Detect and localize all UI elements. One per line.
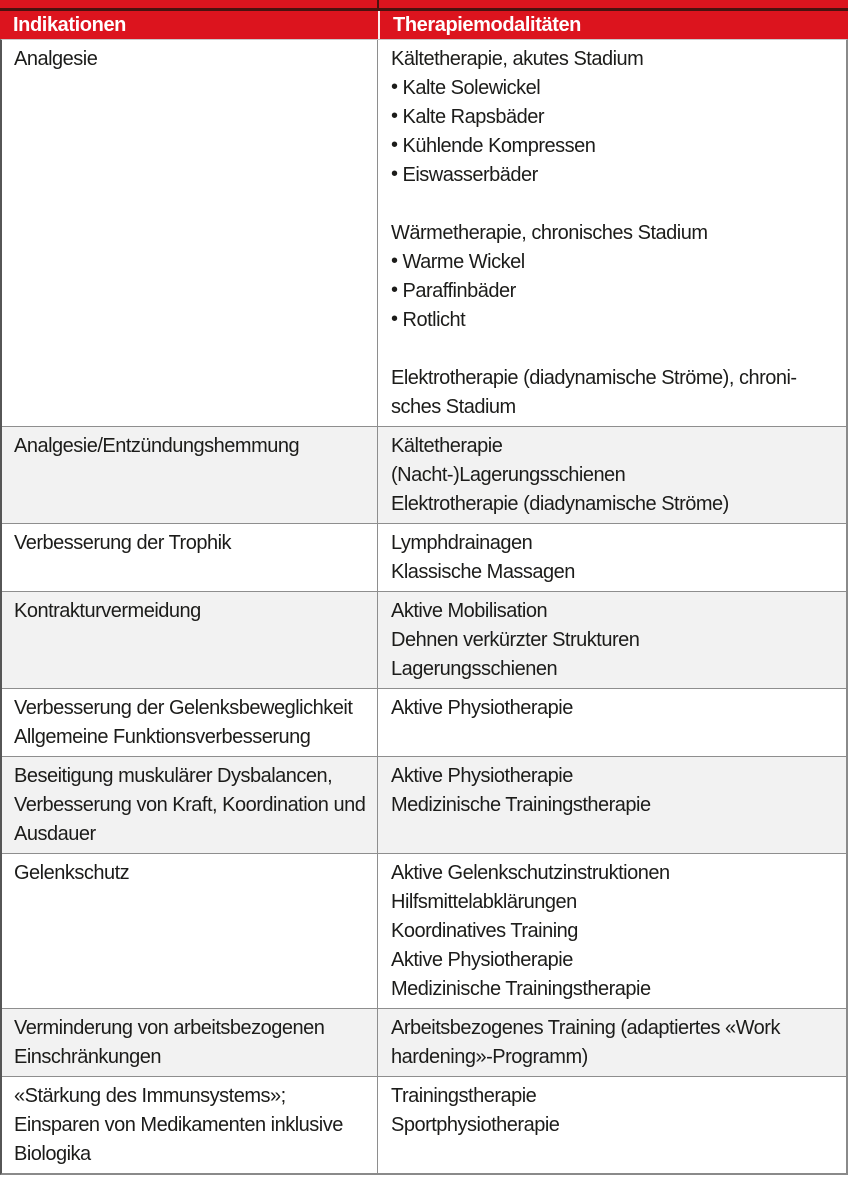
indication-cell: [2, 689, 378, 756]
text-line: Aktive Physiotherapie: [391, 765, 573, 787]
text-line: Medizinische Trainingstherapie: [391, 794, 651, 816]
text-line: Elektrotherapie (diadynamische Ströme): [391, 493, 729, 515]
bullet-icon: •: [391, 134, 398, 156]
text-block: [391, 432, 838, 519]
text-line: Dehnen verkürzter Strukturen: [391, 629, 640, 651]
indication-cell: [2, 1077, 378, 1173]
text-line: Kältetherapie: [391, 435, 503, 457]
text-line: Medizinische Trainingstherapie: [391, 978, 651, 1000]
text-line: Beseitigung muskulärer Dysbalancen,: [14, 765, 333, 787]
table-row: [2, 40, 846, 426]
table-row: [2, 591, 846, 688]
bullet-line: [391, 132, 838, 161]
text-line: Trainingstherapie: [391, 1085, 537, 1107]
text-line: Sportphysiotherapie: [391, 1114, 560, 1136]
text-line: Verbesserung der Gelenksbeweglichkeit: [14, 697, 353, 719]
therapy-cell: [378, 757, 846, 853]
bullet-line: [391, 248, 838, 277]
text-line: Hilfsmittelabklärungen: [391, 891, 577, 913]
table-row: [2, 688, 846, 756]
text-block: [14, 694, 369, 752]
therapy-cell: [378, 854, 846, 1008]
text-line: Klassische Massagen: [391, 561, 575, 583]
bullet-icon: •: [391, 308, 398, 330]
table-row: [2, 853, 846, 1008]
text-block: [391, 1082, 838, 1140]
bullet-icon: •: [391, 163, 398, 185]
bullet-icon: •: [391, 250, 398, 272]
text-line: Kältetherapie, akutes Stadium: [391, 48, 644, 70]
bullet-icon: •: [391, 279, 398, 301]
text-block: [391, 45, 838, 190]
table-header-row: [0, 11, 848, 39]
text-line: Verbesserung der Trophik: [14, 532, 232, 554]
text-line: Einsparen von Medikamenten inklusive: [14, 1114, 343, 1136]
text-line: Einschränkungen: [14, 1046, 162, 1068]
indication-cell: [2, 524, 378, 591]
text-line: Lymphdrainagen: [391, 532, 533, 554]
table-body: [0, 39, 848, 1175]
table-row: [2, 756, 846, 853]
bullet-line: [391, 103, 838, 132]
text-line: Analgesie: [14, 48, 98, 70]
indication-cell: [2, 427, 378, 523]
therapy-cell: [378, 592, 846, 688]
text-block: [14, 597, 369, 626]
text-block: [391, 859, 838, 1004]
text-line: «Stärkung des Immunsystems»;: [14, 1085, 286, 1107]
text-line: Analgesie/Entzündungshemmung: [14, 435, 300, 457]
top-strip-column-divider: [377, 0, 379, 8]
text-block: [14, 45, 369, 74]
bullet-text: Eiswasserbäder: [402, 164, 538, 186]
text-line: Gelenkschutz: [14, 862, 130, 884]
table-row: [2, 426, 846, 523]
indication-cell: [2, 854, 378, 1008]
table-row: [2, 1076, 846, 1173]
bullet-text: Kalte Rapsbäder: [402, 106, 544, 128]
text-line: Verbesserung von Kraft, Koordination und: [14, 794, 366, 816]
bullet-icon: •: [391, 105, 398, 127]
text-line: Biologika: [14, 1143, 91, 1165]
text-block: [391, 762, 838, 820]
text-block: [14, 432, 369, 461]
text-line: Allgemeine Funktionsverbesserung: [14, 726, 311, 748]
text-block: [14, 1014, 369, 1072]
top-red-strip: [0, 0, 848, 8]
table-row: [2, 1008, 846, 1076]
text-block: [391, 597, 838, 684]
text-block: [391, 694, 838, 723]
column-header-therapiemodalitaeten: Therapiemodalitäten: [393, 13, 581, 36]
therapy-cell: [378, 1077, 846, 1173]
text-block: [391, 219, 838, 335]
text-line: Arbeitsbezogenes Training (adaptiertes «Work: [391, 1017, 780, 1039]
text-line: (Nacht-)Lagerungsschienen: [391, 464, 626, 486]
text-block: [391, 364, 838, 422]
bullet-icon: •: [391, 76, 398, 98]
therapy-cell: [378, 689, 846, 756]
text-line: Verminderung von arbeitsbezogenen: [14, 1017, 325, 1039]
text-line: Aktive Gelenkschutzinstruktionen: [391, 862, 670, 884]
therapy-cell: [378, 427, 846, 523]
text-line: Kontrakturvermeidung: [14, 600, 201, 622]
bullet-line: [391, 74, 838, 103]
text-block: [391, 1014, 838, 1072]
text-block: [391, 529, 838, 587]
text-line: Wärmetherapie, chronisches Stadium: [391, 222, 708, 244]
indication-cell: [2, 40, 378, 426]
indication-cell: [2, 1009, 378, 1076]
text-block: [14, 859, 369, 888]
bullet-text: Paraffinbäder: [402, 280, 516, 302]
table-row: [2, 523, 846, 591]
text-line: Aktive Mobilisation: [391, 600, 548, 622]
column-header-indikationen: Indikationen: [13, 13, 126, 36]
text-line: Elektrotherapie (diadynamische Ströme), chroni-: [391, 367, 797, 389]
indication-cell: [2, 757, 378, 853]
text-line: Aktive Physiotherapie: [391, 949, 573, 971]
text-line: Koordinatives Training: [391, 920, 578, 942]
bullet-line: [391, 306, 838, 335]
text-line: Lagerungsschienen: [391, 658, 558, 680]
text-line: sches Stadium: [391, 396, 516, 418]
therapy-cell: [378, 1009, 846, 1076]
indication-cell: [2, 592, 378, 688]
bullet-line: [391, 277, 838, 306]
therapy-cell: [378, 524, 846, 591]
text-line: Ausdauer: [14, 823, 96, 845]
bullet-text: Warme Wickel: [402, 251, 525, 273]
bullet-text: Rotlicht: [402, 309, 466, 331]
bullet-text: Kalte Solewickel: [402, 77, 541, 99]
text-block: [14, 1082, 369, 1169]
text-line: Aktive Physiotherapie: [391, 697, 573, 719]
bullet-line: [391, 161, 838, 190]
text-line: hardening»-Programm): [391, 1046, 588, 1068]
text-block: [14, 529, 369, 558]
text-block: [14, 762, 369, 849]
bullet-text: Kühlende Kompressen: [402, 135, 596, 157]
therapy-cell: [378, 40, 846, 426]
